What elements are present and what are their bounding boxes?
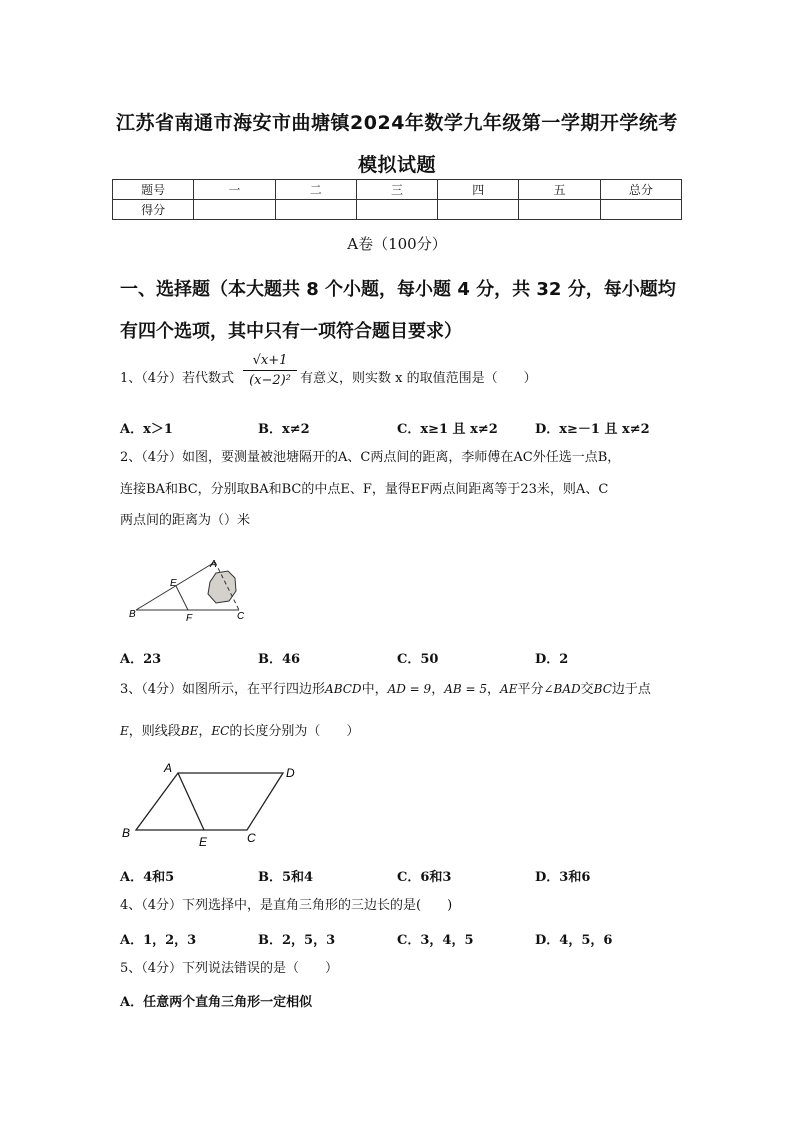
q3-option-c: C．6和3 bbox=[397, 870, 452, 885]
label-d: D bbox=[286, 766, 295, 780]
score-cell bbox=[356, 200, 437, 220]
label-f: F bbox=[186, 613, 193, 624]
q3-option-a: A．4和5 bbox=[120, 870, 175, 885]
q1-numerator: √x+1 bbox=[243, 353, 297, 371]
score-cell bbox=[194, 200, 275, 220]
q3-text: ， bbox=[431, 682, 445, 697]
q2-line-3: 两点间的距离为（）米 bbox=[120, 513, 251, 528]
section-heading-line-2: 有四个选项，其中只有一项符合题目要求） bbox=[120, 321, 462, 342]
title-line-1: 江苏省南通市海安市曲塘镇2024年数学九年级第一学期开学统考 bbox=[116, 112, 678, 134]
q2-option-b: B．46 bbox=[258, 652, 301, 667]
q3-figure bbox=[118, 760, 308, 852]
score-cell bbox=[519, 200, 600, 220]
q1-suffix: 有意义，则实数 x 的取值范围是（ ） bbox=[300, 371, 537, 386]
q1-option-a: A．x＞1 bbox=[120, 422, 173, 437]
label-c: C bbox=[247, 831, 256, 845]
q3-math: ∠BAD bbox=[543, 682, 581, 696]
segment-ef bbox=[176, 586, 188, 610]
q3-option-d: D．3和6 bbox=[535, 870, 591, 885]
q3-math: BE bbox=[180, 724, 199, 738]
q3-text: 3、（4分）如图所示，在平行四边形 bbox=[120, 682, 326, 697]
q3-line-1 bbox=[120, 680, 651, 699]
q3-math: ABCD bbox=[325, 682, 362, 696]
q5-stem: 5、（4分）下列说法错误的是（ ） bbox=[120, 961, 339, 976]
q3-text: ，则线段 bbox=[128, 724, 181, 739]
q3-math: AD = 9 bbox=[387, 682, 432, 696]
score-table-header-row bbox=[113, 180, 682, 200]
q2-figure bbox=[124, 553, 254, 625]
score-cell bbox=[600, 200, 681, 220]
q3-option-b: B．5和4 bbox=[258, 870, 314, 885]
label-e: E bbox=[170, 578, 177, 589]
q4-option-b: B．2，5，3 bbox=[258, 933, 336, 948]
score-header-cell: 五 bbox=[519, 180, 600, 200]
q3-text: 中， bbox=[361, 682, 388, 697]
label-c: C bbox=[237, 611, 245, 622]
title-line-2: 模拟试题 bbox=[357, 154, 436, 176]
q3-line-2 bbox=[120, 722, 359, 741]
score-header-cell: 二 bbox=[275, 180, 356, 200]
score-table bbox=[112, 179, 682, 220]
q3-text: 的长度分别为（ ） bbox=[229, 724, 360, 739]
score-cell bbox=[438, 200, 519, 220]
q2-option-d: D．2 bbox=[535, 652, 569, 667]
q1-denominator: (x−2)² bbox=[249, 373, 291, 388]
q3-text: 平分 bbox=[517, 682, 544, 697]
q1-option-b: B．x≠2 bbox=[258, 422, 310, 437]
label-b: B bbox=[122, 826, 131, 840]
q3-math: AE bbox=[500, 682, 518, 696]
q2-line-1: 2、（4分）如图，要测量被池塘隔开的A、C两点间的距离，李师傅在AC外任选一点B， bbox=[120, 450, 621, 465]
score-header-cell: 三 bbox=[356, 180, 437, 200]
score-table-score-row bbox=[113, 200, 682, 220]
label-b: B bbox=[129, 609, 136, 620]
q1-option-c: C．x≥1 且 x≠2 bbox=[397, 422, 498, 437]
q4-option-d: D．4，5，6 bbox=[535, 933, 613, 948]
label-e: E bbox=[199, 835, 208, 849]
q1-fraction bbox=[243, 353, 297, 388]
q1-option-d: D．x≥－1 且 x≠2 bbox=[535, 422, 650, 437]
q2-option-a: A．23 bbox=[120, 652, 162, 667]
score-header-cell: 一 bbox=[194, 180, 275, 200]
q1-prefix: 1、（4分）若代数式 bbox=[120, 371, 235, 386]
q2-line-2: 连接BA和BC，分别取BA和BC的中点E、F，量得EF两点间距离等于23米，则A、C bbox=[120, 482, 609, 497]
q3-math: BC bbox=[593, 682, 612, 696]
section-heading-line-1: 一、选择题（本大题共 8 个小题，每小题 4 分，共 32 分，每小题均 bbox=[120, 279, 676, 300]
score-row-label: 得分 bbox=[113, 200, 194, 220]
label-a: A bbox=[164, 761, 173, 775]
parallelogram-abcd bbox=[136, 773, 283, 830]
q3-math: AB = 5 bbox=[444, 682, 488, 696]
q5-option-a: A．任意两个直角三角形一定相似 bbox=[120, 995, 313, 1010]
q4-option-c: C．3，4，5 bbox=[397, 933, 474, 948]
q3-math: E bbox=[120, 724, 129, 738]
score-cell bbox=[275, 200, 356, 220]
q3-text: 边于点 bbox=[611, 682, 651, 697]
score-header-cell: 四 bbox=[438, 180, 519, 200]
score-header-cell: 题号 bbox=[113, 180, 194, 200]
volume-heading: A卷（100分） bbox=[347, 235, 447, 253]
q4-stem: 4、（4分）下列选择中，是直角三角形的三边长的是( ) bbox=[120, 898, 453, 913]
segment-ae bbox=[178, 773, 204, 830]
q3-text: ， bbox=[198, 724, 212, 739]
q3-text: ， bbox=[487, 682, 501, 697]
q2-option-c: C．50 bbox=[397, 652, 439, 667]
label-a: A bbox=[210, 559, 217, 570]
score-header-cell: 总分 bbox=[600, 180, 681, 200]
q3-text: 交 bbox=[580, 682, 594, 697]
q3-math: EC bbox=[211, 724, 230, 738]
q4-option-a: A．1，2，3 bbox=[120, 933, 197, 948]
